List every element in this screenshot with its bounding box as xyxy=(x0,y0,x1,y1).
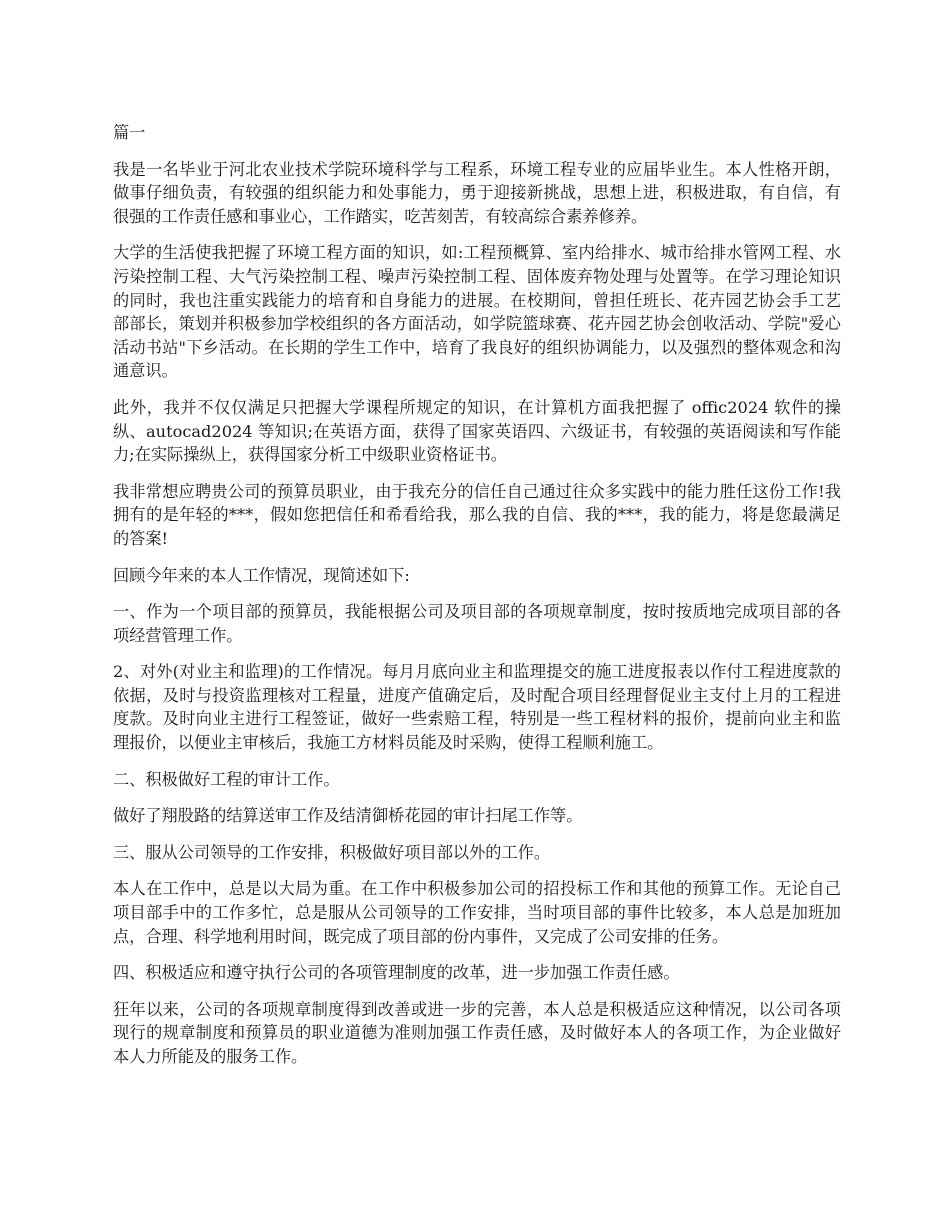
document-page xyxy=(113,121,841,1082)
paragraph-item-two: 二、积极做好工程的审计工作。 xyxy=(113,769,340,789)
paragraph-review-intro: 回顾今年来的本人工作情况，现简述如下: xyxy=(113,565,410,585)
paragraph-item-three: 三、服从公司领导的工作安排，积极做好项目部以外的工作。 xyxy=(113,842,551,862)
paragraph-audit-detail: 做好了翔股路的结算送审工作及结清御桥花园的审计扫尾工作等。 xyxy=(113,806,583,826)
paragraph-item-one: 一、作为一个项目部的预算员，我能根据公司及项目部的各项规章制度，按时按质地完成项目部的各项经营管理工作。 xyxy=(113,602,841,645)
paragraph-intro: 我是一名毕业于河北农业技术学院环境科学与工程系，环境工程专业的应届毕业生。本人性格开朗，做事仔细负责，有较强的组织能力和处事能力，勇于迎接新挑战，思想上进，积极进取，有自信，有很强的工作责任感和事业心，工作踏实，吃苦刻苦，有较高综合素养修养。 xyxy=(113,159,841,226)
paragraph-responsibility: 狂年以来，公司的各项规章制度得到改善或进一步的完善，本人总是积极适应这种情况，以公司各项现行的规章制度和预算员的职业道德为准则加强工作责任感，及时做好本人的各项工作，为企业做好本人力所能及的服务工作。 xyxy=(113,999,841,1066)
paragraph-item-four: 四、积极适应和遵守执行公司的各项管理制度的改革，进一步加强工作责任感。 xyxy=(113,963,680,983)
paragraph-application: 我非常想应聘贵公司的预算员职业，由于我充分的信任自己通过往众多实践中的能力胜任这份工作!我拥有的是年轻的***，假如您把信任和希看给我，那么我的自信、我的***，我的能力，将是您最满足的答案! xyxy=(113,481,841,548)
paragraph-education: 大学的生活使我把握了环境工程方面的知识，如:工程预概算、室内给排水、城市给排水管网工程、水污染控制工程、大气污染控制工程、噪声污染控制工程、固体废弃物处理与处置等。在学习理论知识的同时，我也注重实践能力的培育和自身能力的进展。在校期间，曾担任班长、花卉园艺协会手工艺部部长，策划并积极参加学校组织的各方面活动，如学院篮球赛、花卉园艺协会创收活动、学院"爱心活动书站"下乡活动。在长期的学生工作中，培育了我良好的组织协调能力，以及强烈的整体观念和沟通意识。 xyxy=(113,243,841,381)
paragraph-skills: 此外，我并不仅仅满足只把握大学课程所规定的知识，在计算机方面我把握了 offic2024 软件的操纵、autocad2024 等知识;在英语方面，获得了国家英语四、六级证书，有较强的英语阅读和写作能力;在实际操纵上，获得国家分析工中级职业资格证书。 xyxy=(113,397,841,465)
paragraph-teamwork: 本人在工作中，总是以大局为重。在工作中积极参加公司的招投标工作和其他的预算工作。无论自己项目部手中的工作多忙，总是服从公司领导的工作安排，当时项目部的事件比较多，本人总是加班加点，合理、科学地利用时间，既完成了项目部的份内事件，又完成了公司安排的任务。 xyxy=(113,879,841,946)
section-heading: 篇一 xyxy=(113,123,146,142)
paragraph-item-external: 2、对外(对业主和监理)的工作情况。每月月底向业主和监理提交的施工进度报表以作付工程进度款的依据，及时与投资监理核对工程量，进度产值确定后，及时配合项目经理督促业主支付上月的工程进度款。及时向业主进行工程签证，做好一些索赔工程，特别是一些工程材料的报价，提前向业主和监理报价，以便业主审核后，我施工方材料员能及时采购，使得工程顺利施工。 xyxy=(113,662,841,753)
